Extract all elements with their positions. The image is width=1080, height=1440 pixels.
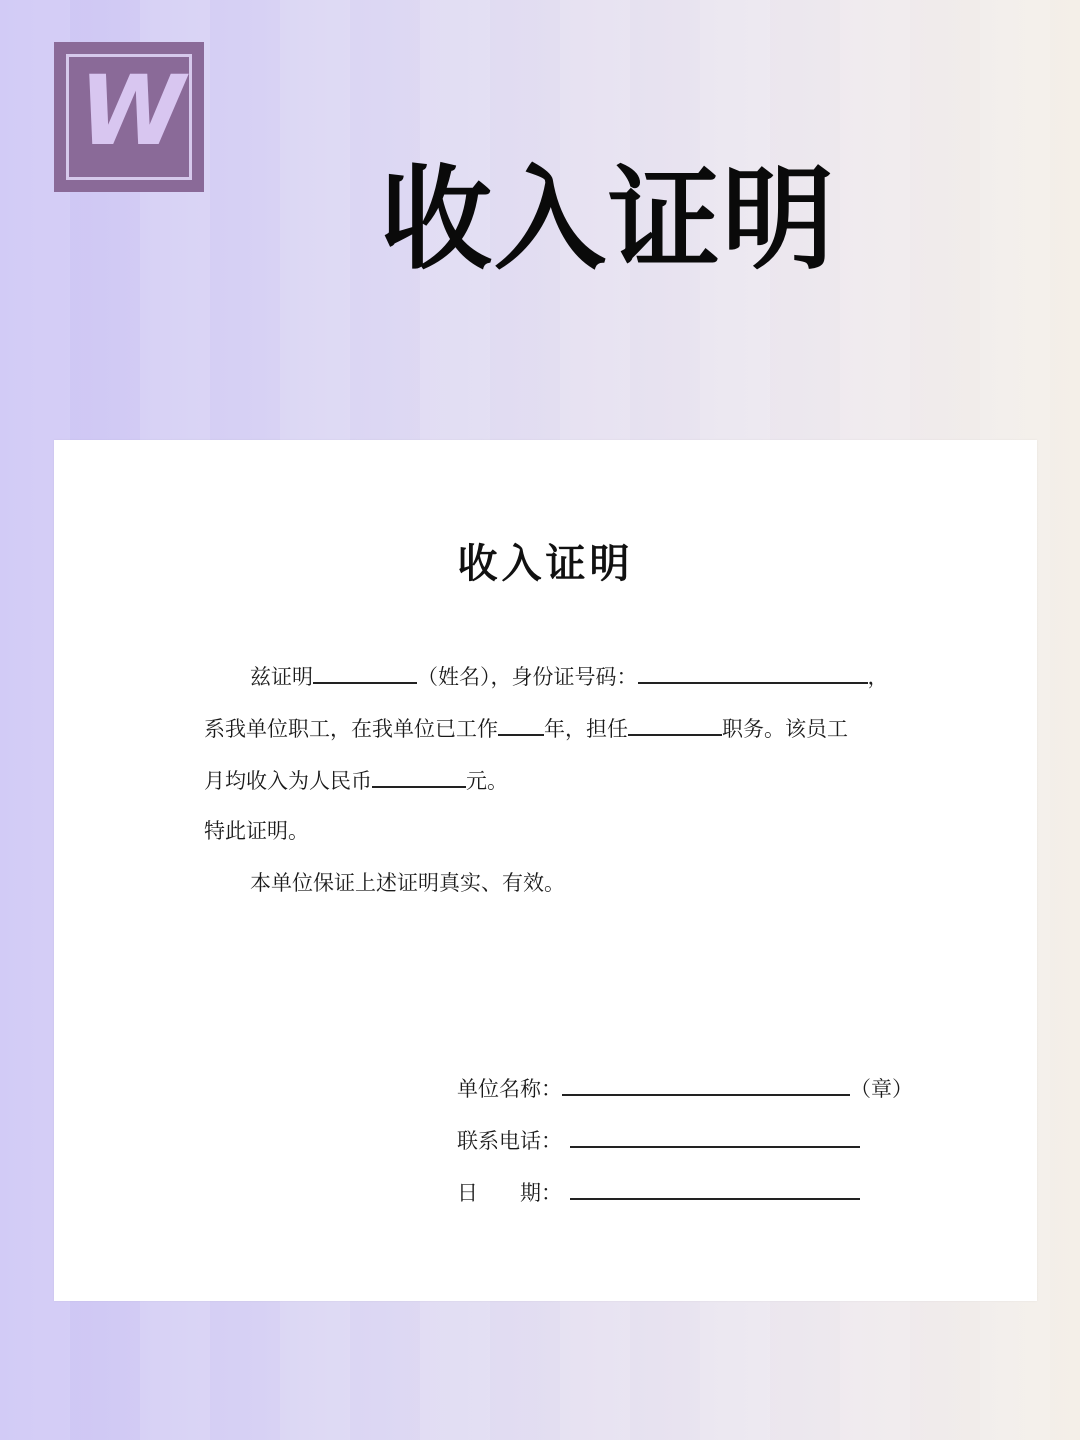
text-position: 年，担任 <box>544 717 628 741</box>
paragraph-2 <box>204 712 848 744</box>
id-number-blank[interactable] <box>638 660 868 684</box>
text-id-number: （姓名），身份证号码： <box>417 665 638 689</box>
paragraph-5: 本单位保证上述证明真实、有效。 <box>250 871 565 895</box>
paragraph-4: 特此证明。 <box>204 819 309 843</box>
position-blank[interactable] <box>628 712 722 736</box>
text-certify: 兹证明 <box>250 665 313 689</box>
paragraph-3 <box>204 764 508 796</box>
income-blank[interactable] <box>372 764 466 788</box>
hero-title: 收入证明 <box>380 155 836 285</box>
text-duty: 职务。该员工 <box>722 717 848 741</box>
date-row <box>457 1176 860 1208</box>
phone-row <box>457 1124 860 1156</box>
phone-blank[interactable] <box>570 1124 860 1148</box>
text-yuan: 元。 <box>466 769 508 793</box>
years-blank[interactable] <box>498 712 544 736</box>
company-name-blank[interactable] <box>562 1072 850 1096</box>
date-blank[interactable] <box>570 1176 860 1200</box>
word-logo-letter: W <box>79 55 179 167</box>
text-comma: ， <box>867 665 889 689</box>
text-monthly-income: 月均收入为人民币 <box>204 769 372 793</box>
seal-label: （章） <box>850 1077 913 1101</box>
phone-label: 联系电话： <box>457 1129 562 1153</box>
word-logo-icon <box>54 42 204 192</box>
name-blank[interactable] <box>313 660 417 684</box>
company-name-label: 单位名称： <box>457 1077 562 1101</box>
date-label: 日 期： <box>457 1181 562 1205</box>
document-page <box>54 440 1037 1301</box>
paragraph-1 <box>250 660 889 692</box>
company-name-row <box>457 1072 913 1104</box>
document-title: 收入证明 <box>457 540 634 587</box>
text-employee: 系我单位职工，在我单位已工作 <box>204 717 498 741</box>
